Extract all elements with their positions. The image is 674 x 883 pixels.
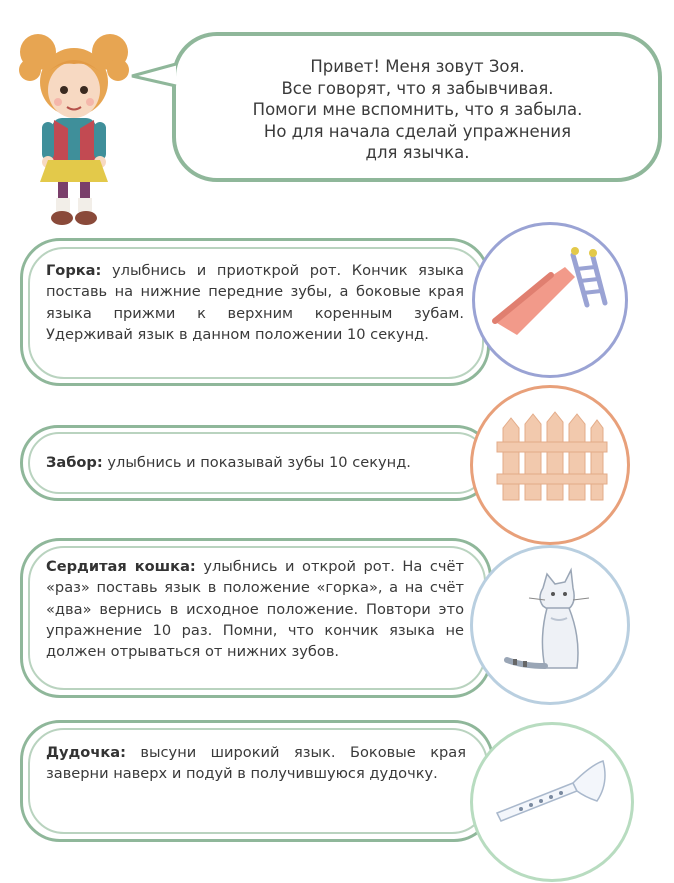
intro-line: для язычка. — [365, 143, 470, 162]
exercise-text-dudochka — [46, 742, 466, 785]
slide-icon — [475, 225, 625, 375]
pipe-image-circle — [470, 722, 634, 882]
slide-image-circle — [472, 222, 628, 378]
exercise-description: высуни широкий язык. Боковые края заверни наверх и подуй в получившуюся дудочку. — [46, 744, 466, 783]
intro-line: Все говорят, что я забывчивая. — [281, 78, 554, 98]
cat-image-circle — [470, 545, 630, 705]
girl-zoya-illustration — [18, 22, 130, 234]
exercise-text-koshka — [46, 556, 464, 662]
intro-line: Привет! Меня зовут Зоя. — [310, 57, 525, 76]
cat-icon — [473, 548, 627, 702]
exercise-title: Дудочка: — [46, 744, 126, 761]
exercise-title: Забор: — [46, 454, 103, 471]
exercise-description: улыбнись и открой рот. На счёт «раз» поставь язык в положение «горка», а на счёт «два» вернись в исходное положение. Повтори это упражнение 10 раз. Помни, что кончик языка не должен отрываться от нижних зубов. — [46, 558, 464, 661]
exercise-title: Сердитая кошка: — [46, 558, 196, 575]
fence-icon — [473, 388, 627, 542]
exercise-title: Горка: — [46, 262, 102, 279]
pipe-icon — [473, 725, 631, 879]
speech-bubble-tail — [128, 60, 180, 90]
intro-text — [185, 56, 650, 164]
exercise-text-gorka — [46, 260, 464, 345]
exercise-text-zabor — [46, 452, 466, 473]
intro-line: Помоги мне вспомнить, что я забыла. — [252, 100, 583, 119]
intro-line: Но для начала сделай упражнения — [263, 121, 572, 141]
exercise-description: улыбнись и приоткрой рот. Кончик языка поставь на нижние передние зубы, а боковые края языка прижми к верхним коренным зубам. Удерживай язык в данном положении 10 секунд. — [46, 262, 464, 343]
exercise-description: улыбнись и показывай зубы 10 секунд. — [102, 454, 411, 471]
fence-image-circle — [470, 385, 630, 545]
